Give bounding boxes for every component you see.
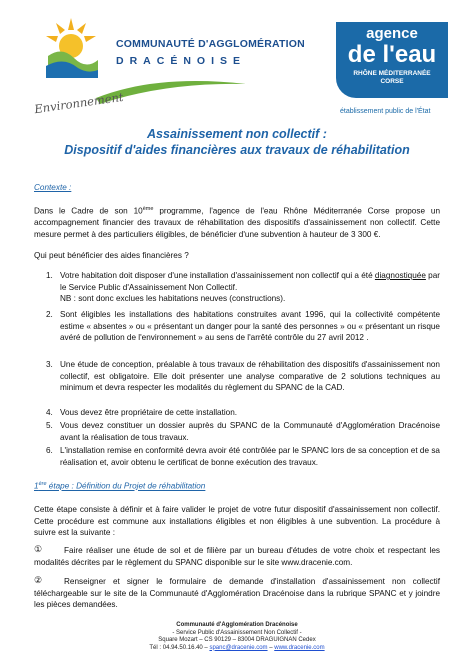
list-item: Vous devez être propriétaire de cette installation. [60, 408, 238, 417]
step1-num: 1 [34, 481, 39, 491]
agency-line1: agence [366, 25, 418, 42]
context-text-b: programme, l'agence de l'eau Rhône Méditerranée Corse propose un accompagnement financier des travaux de réhabilitation des dispositifs d'assainissement non collectif. Cette mesure permet à des particuliers éligibles, de bénéficier d'une subvention à hauteur de 3 300 €. [34, 206, 441, 239]
footer-line4 [0, 645, 474, 653]
context-question: Qui peut bénéficier des aides financières ? [34, 251, 189, 260]
step1-sup: ère [38, 481, 47, 487]
agency-line3: RHÔNE MÉDITERRANÉE [353, 70, 431, 77]
org-tagline: Environnement [33, 89, 125, 117]
step1-heading [34, 481, 205, 491]
footer-line2: - Service Public d'Assainissement Non Collectif - [172, 629, 302, 636]
step1-item-1: Faire réaliser une étude de sol et de filière par un bureau d'études de votre choix et respectant les modalités décrites par le règlement du SPANC disponible sur le site www.dracenie.com. [34, 546, 440, 567]
agency-public-label: établissement public de l'État [340, 108, 431, 115]
circled-two-icon: ② [34, 575, 43, 585]
context-paragraph [34, 204, 440, 240]
step1-title: étape : Définition du Projet de réhabilitation [46, 481, 206, 491]
doc-title-line1: Assainissement non collectif : [147, 127, 327, 141]
footer-line3: Square Mozart – CS 90129 – 83004 DRAGUIGNAN Cedex [158, 637, 316, 643]
footer-phone: Tél : 04.94.50.16.40 – [149, 644, 210, 651]
context-sup: ème [142, 206, 154, 212]
circled-one-icon: ① [34, 544, 43, 554]
step1-paragraph: Cette étape consiste à définir et à faire valider le projet de votre futur dispositif d'assainissement non collectif. Cette procédure est commune aux installations éligibles et non éligibles à une subvention. La procédure à suivre est la suivante : [34, 505, 440, 537]
doc-title-line2: Dispositif d'aides financières aux travaux de réhabilitation [64, 143, 410, 157]
agency-line4: CORSE [380, 78, 404, 85]
footer-email-link[interactable]: spanc@dracenie.com [209, 644, 268, 651]
step1-item-2: Renseigner et signer le formulaire de demande d'installation d'assainissement non collectif téléchargeable sur le site de la Communauté d'Agglomération Dracénoise dans la rubrique SPANC et y joindre les pièces demandées. [34, 577, 440, 609]
item-number: 2. [46, 310, 53, 319]
footer-sep: – [267, 644, 275, 651]
item-note: NB : sont donc exclues les habitations neuves (constructions). [60, 294, 286, 303]
list-item: Une étude de conception, préalable à tous travaux de réhabilitation des dispositifs d'assainissement non collectif, est obligatoire. Elle doit présenter une analyse comparative de 2 solutions techniques au minimum et devra respecter les modalités du règlement du SPANC de la CAD. [60, 360, 440, 392]
agency-line2: de l'eau [347, 41, 437, 68]
item-underlined: diagnostiquée [374, 271, 426, 280]
context-text-a: Dans le Cadre de son 10 [34, 206, 143, 216]
item-number: 1. [46, 271, 53, 280]
item-number: 5. [46, 421, 53, 430]
item-text: Votre habitation doit disposer d'une installation d'assainissement non collectif qui a été [60, 271, 375, 280]
list-item [60, 270, 440, 293]
item-text: par le Service Public d'Assainissement Non Collectif. [60, 271, 441, 292]
agency-badge [336, 22, 448, 98]
context-heading: Contexte : [34, 183, 72, 192]
cad-logo [24, 12, 305, 117]
footer [0, 622, 474, 652]
item-number: 3. [46, 360, 53, 369]
list-item: Vous devez constituer un dossier auprès du SPANC de la Communauté d'Agglomération Dracénoise avant la réalisation de tous travaux. [60, 421, 440, 442]
list-item: Sont éligibles les installations des habitations construites avant 1996, qui la collectivité compétente estime « absentes » ou « présentant un danger pour la santé des personnes » ou « présentant un risque avéré de pollution de l'environnement » au sens de l'arrêté contrôle du 27 avril 2012 . [60, 310, 440, 342]
org-name-line1: COMMUNAUTÉ D'AGGLOMÉRATION [116, 38, 305, 50]
footer-website-link[interactable]: www.dracenie.com [274, 644, 325, 651]
agency-logo [336, 22, 448, 120]
item-number: 4. [46, 408, 53, 417]
list-item: L'installation remise en conformité devra avoir été contrôlée par le SPANC lors de sa conception et de sa réalisation et, avoir obtenu le certificat de bonne exécution des travaux. [60, 446, 440, 467]
item-number: 6. [46, 446, 53, 455]
org-name-line2: DRACÉNOISE [116, 55, 247, 67]
footer-line1: Communauté d'Agglomération Dracénoise [176, 622, 298, 628]
sun-icon [42, 16, 100, 78]
